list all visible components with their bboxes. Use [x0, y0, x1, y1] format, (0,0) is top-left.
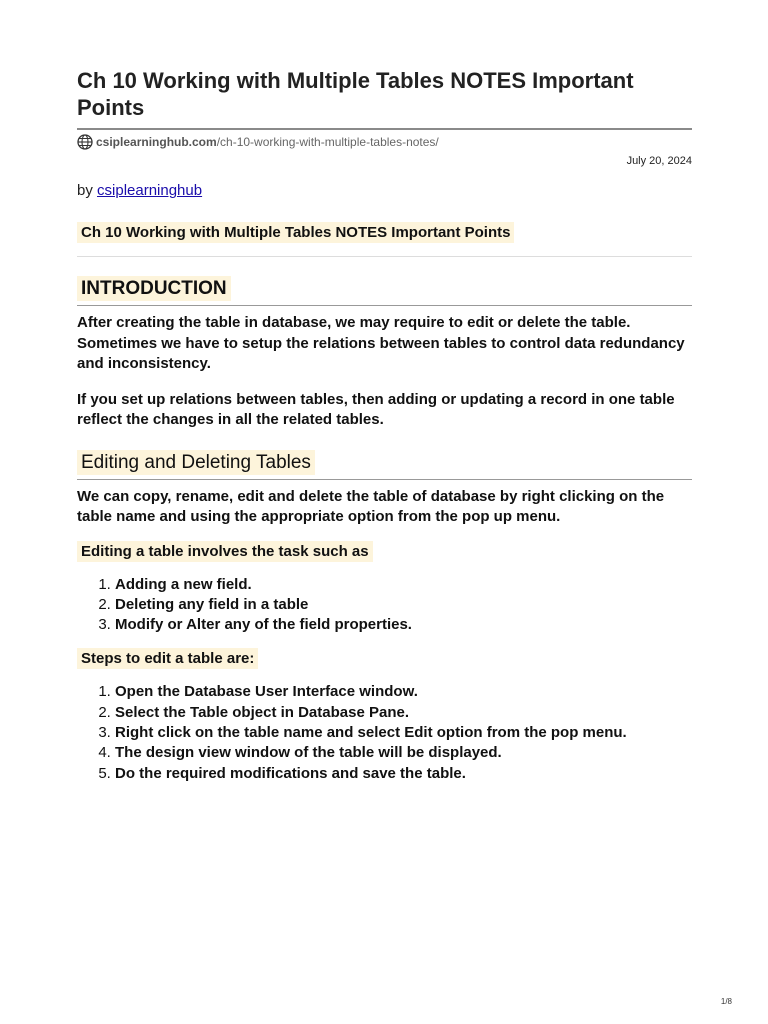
- source-domain[interactable]: csiplearninghub.com: [96, 135, 217, 149]
- steps-list: [77, 682, 692, 783]
- source-url[interactable]: [77, 133, 692, 151]
- byline-prefix: by: [77, 182, 93, 199]
- list-item: 3. Right click on the table name and select Edit option from the pop menu.: [115, 723, 692, 743]
- document-page: [77, 0, 692, 784]
- author-link[interactable]: csiplearninghub: [97, 182, 203, 199]
- editing-heading-text: Editing and Deleting Tables: [77, 450, 315, 475]
- introduction-heading: [77, 276, 692, 302]
- tasks-list: [77, 575, 692, 636]
- steps-label: [77, 649, 692, 669]
- introduction-paragraph-2: If you set up relations between tables, then adding or updating a record in one table reflect the changes in all the related tables.: [77, 390, 675, 428]
- editing-heading: [77, 450, 692, 476]
- page-title: Ch 10 Working with Multiple Tables NOTES Important Points: [77, 68, 634, 120]
- list-item: 1. Open the Database User Interface window.: [115, 682, 692, 702]
- list-item: 3. Modify or Alter any of the field properties.: [115, 615, 692, 635]
- list-item: 5. Do the required modifications and save the table.: [115, 764, 692, 784]
- editing-paragraph: We can copy, rename, edit and delete the table of database by right clicking on the table name and using the appropriate option from the pop up menu.: [77, 487, 665, 525]
- byline: [77, 182, 692, 199]
- subtitle-text: Ch 10 Working with Multiple Tables NOTES Important Points: [77, 222, 514, 243]
- list-item: 1. Adding a new field.: [115, 575, 692, 595]
- title-divider: [77, 128, 692, 130]
- section-separator: [77, 256, 692, 257]
- introduction-heading-text: INTRODUCTION: [77, 276, 231, 301]
- page-number: 1/8: [720, 997, 732, 1006]
- introduction-paragraph-1: After creating the table in database, we may require to edit or delete the table. Sometimes we have to setup the relations between tables to control data redundancy and inconsistency.: [77, 314, 685, 372]
- tasks-label: [77, 542, 692, 562]
- publish-date: July 20, 2024: [626, 155, 692, 167]
- steps-label-text: Steps to edit a table are:: [77, 648, 258, 669]
- list-item: 2. Select the Table object in Database Pane.: [115, 703, 692, 723]
- list-item: 4. The design view window of the table will be displayed.: [115, 743, 692, 763]
- globe-icon: [77, 134, 93, 150]
- editing-divider: [77, 479, 692, 480]
- tasks-label-text: Editing a table involves the task such as: [77, 541, 373, 562]
- source-path[interactable]: /ch-10-working-with-multiple-tables-notes/: [216, 135, 439, 149]
- introduction-divider: [77, 305, 692, 306]
- article-subtitle: [77, 223, 692, 243]
- list-item: 2. Deleting any field in a table: [115, 595, 692, 615]
